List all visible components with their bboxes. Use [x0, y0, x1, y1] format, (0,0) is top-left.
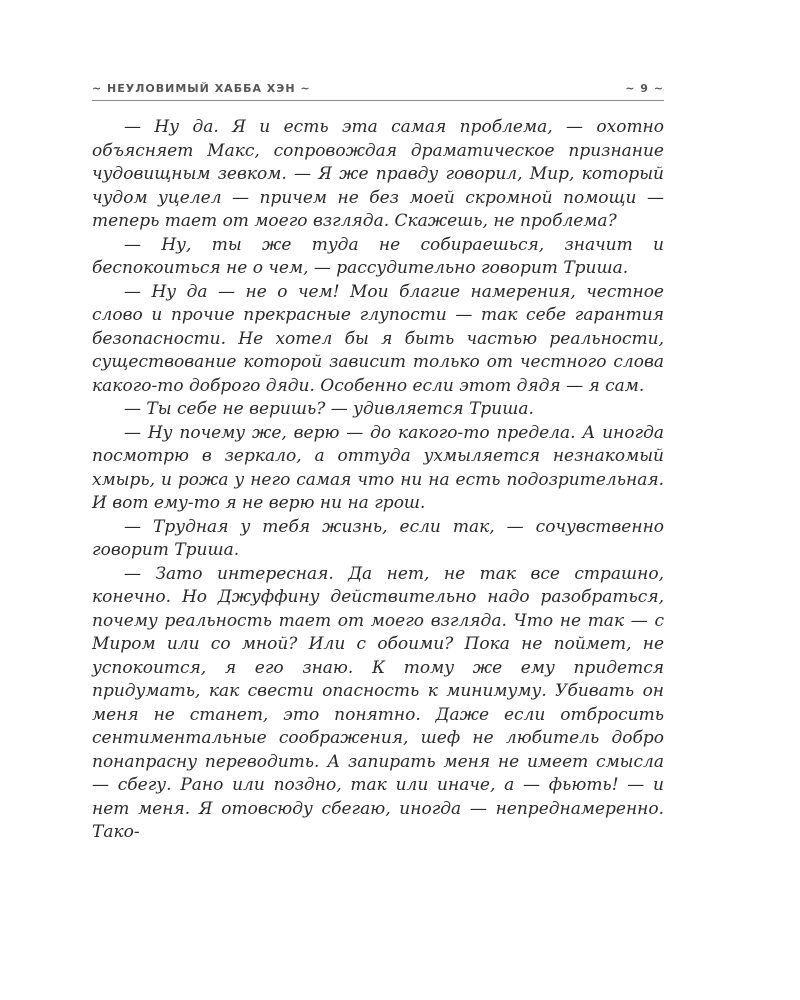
body-text — [92, 116, 664, 845]
paragraph: — Зато интересная. Да нет, не так все страшно, конечно. Но Джуффину действительно надо разобраться, почему реальность тает от моего взгляда. Что не так — с Миром или со мной? Или с обоими? Пока не поймет, не успокоится, я его знаю. К тому же ему придется придумать, как свести опасность к минимуму. Убивать он меня не станет, это понятно. Даже если отбросить сентиментальные соображения, шеф не любитель добро понапрасну переводить. А запирать меня не имеет смысла — сбегу. Рано или поздно, так или иначе, а — фьють! — и нет меня. Я отовсюду сбегаю, иногда — непреднамеренно. Тако- — [92, 563, 664, 842]
book-title: ~ НЕУЛОВИМЫЙ ХАББА ХЭН ~ — [92, 82, 311, 95]
paragraph: — Ну да — не о чем! Мои благие намерения, честное слово и прочие прекрасные глупости — так себе гарантия безопасности. Не хотел бы я быть частью реальности, существование которой зависит только от честного слова какого-то доброго дяди. Особенно если этот дядя — я сам. — [92, 281, 664, 396]
paragraph: — Ну почему же, верю — до какого-то предела. А иногда посмотрю в зеркало, а оттуда ухмыляется незнакомый хмырь, и рожа у него самая что ни на есть подозрительная. И вот ему-то я не верю ни на грош. — [92, 422, 664, 513]
page-number: ~ 9 ~ — [625, 82, 664, 95]
paragraph: — Ну, ты же туда не собираешься, значит и беспокоиться не о чем, — рассудительно говорит Триша. — [92, 234, 664, 278]
running-head — [92, 80, 664, 100]
paragraph: — Ну да. Я и есть эта самая проблема, — охотно объясняет Макс, сопровождая драматическое признание чудовищным зевком. — Я же правду говорил, Мир, который чудом уцелел — причем не без моей скромной помощи — теперь тает от моего взгляда. Скажешь, не проблема? — [92, 117, 664, 231]
paragraph: — Трудная у тебя жизнь, если так, — сочувственно говорит Триша. — [92, 516, 664, 560]
header-divider — [92, 100, 664, 101]
paragraph: — Ты себе не веришь? — удивляется Триша. — [124, 399, 534, 419]
